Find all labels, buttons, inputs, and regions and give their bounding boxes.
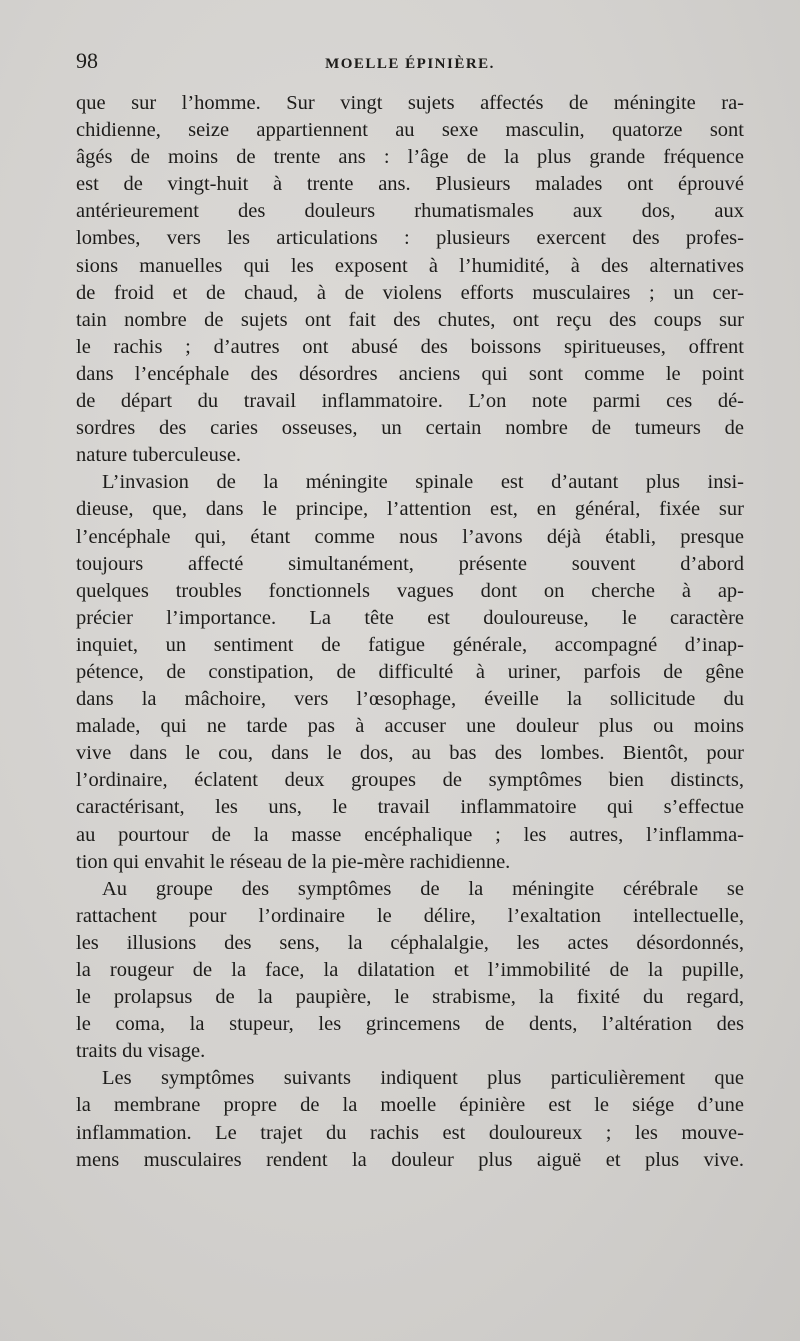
- paragraph-3: [76, 876, 744, 1066]
- text-line: inquiet, un sentiment de fatigue générale, accompagné d’inap-: [76, 633, 744, 656]
- text-line: quelques troubles fonctionnels vagues dont on cherche à ap-: [76, 579, 744, 602]
- text-line: mens musculaires rendent la douleur plus aiguë et plus vive.: [76, 1148, 744, 1171]
- text-line: nature tuberculeuse.: [76, 444, 242, 467]
- paragraph-2: [76, 469, 744, 875]
- text-line: tion qui envahit le réseau de la pie-mère rachidienne.: [76, 850, 511, 873]
- text-line: pétence, de constipation, de difficulté à uriner, parfois de gêne: [76, 660, 744, 683]
- text-line: au pourtour de la masse encéphalique ; les autres, l’inflamma-: [76, 823, 744, 846]
- text-line: traits du visage.: [76, 1040, 206, 1063]
- text-line: vive dans le cou, dans le dos, au bas des lombes. Bientôt, pour: [76, 742, 744, 765]
- body-text: [76, 90, 744, 1174]
- text-line: est de vingt-huit à trente ans. Plusieurs malades ont éprouvé: [76, 173, 744, 196]
- text-line: de départ du travail inflammatoire. L’on note parmi ces dé-: [76, 390, 744, 413]
- text-line: le coma, la stupeur, les grincemens de dents, l’altération des: [76, 1013, 744, 1036]
- running-title: MOELLE ÉPINIÈRE.: [325, 56, 495, 72]
- text-line: la rougeur de la face, la dilatation et l’immobilité de la pupille,: [76, 959, 744, 981]
- text-line: caractérisant, les uns, le travail inflammatoire qui s’effectue: [76, 796, 744, 819]
- text-line: inflammation. Le trajet du rachis est douloureux ; les mouve-: [76, 1121, 744, 1144]
- text-line: L’invasion de la méningite spinale est d’autant plus insi-: [102, 471, 744, 494]
- text-line: lombes, vers les articulations : plusieurs exercent des profes-: [76, 227, 744, 250]
- text-line: Au groupe des symptômes de la méningite cérébrale se: [102, 877, 744, 900]
- text-line: les illusions des sens, la céphalalgie, les actes désordonnés,: [76, 931, 744, 954]
- text-line: de froid et de chaud, à de violens efforts musculaires ; un cer-: [76, 281, 744, 304]
- text-line: antérieurement des douleurs rhumatismales aux dos, aux: [76, 200, 744, 223]
- page-number: 98: [76, 48, 98, 73]
- paragraph-4: [76, 1065, 744, 1173]
- text-line: la membrane propre de la moelle épinière est le siége d’une: [76, 1094, 744, 1117]
- text-line: malade, qui ne tarde pas à accuser une douleur plus ou moins: [76, 715, 744, 738]
- text-line: sions manuelles qui les exposent à l’humidité, à des alternatives: [76, 254, 744, 277]
- text-line: le rachis ; d’autres ont abusé des boissons spiritueuses, offrent: [76, 335, 744, 358]
- text-line: dans la mâchoire, vers l’œsophage, éveille la sollicitude du: [76, 688, 744, 711]
- text-line: toujours affecté simultanément, présente souvent d’abord: [76, 552, 744, 575]
- text-line: sordres des caries osseuses, un certain nombre de tumeurs de: [76, 417, 744, 440]
- text-line: rattachent pour l’ordinaire le délire, l’exaltation intellectuelle,: [76, 904, 744, 927]
- text-line: le prolapsus de la paupière, le strabisme, la fixité du regard,: [76, 986, 744, 1009]
- text-line: l’ordinaire, éclatent deux groupes de symptômes bien distincts,: [76, 769, 744, 792]
- paragraph-1: [76, 90, 744, 469]
- text-line: Les symptômes suivants indiquent plus particulièrement que: [102, 1067, 744, 1090]
- page-header: [76, 48, 744, 82]
- text-line: dieuse, que, dans le principe, l’attention est, en général, fixée sur: [76, 498, 744, 521]
- text-line: tain nombre de sujets ont fait des chutes, ont reçu des coups sur: [76, 308, 744, 331]
- text-line: précier l’importance. La tête est douloureuse, le caractère: [76, 606, 744, 629]
- text-line: l’encéphale qui, étant comme nous l’avons déjà établi, presque: [76, 525, 744, 548]
- text-line: que sur l’homme. Sur vingt sujets affectés de méningite ra-: [76, 92, 744, 114]
- text-line: âgés de moins de trente ans : l’âge de la plus grande fréquence: [76, 146, 744, 169]
- text-line: dans l’encéphale des désordres anciens qui sont comme le point: [76, 362, 744, 385]
- text-line: chidienne, seize appartiennent au sexe masculin, quatorze sont: [76, 119, 744, 142]
